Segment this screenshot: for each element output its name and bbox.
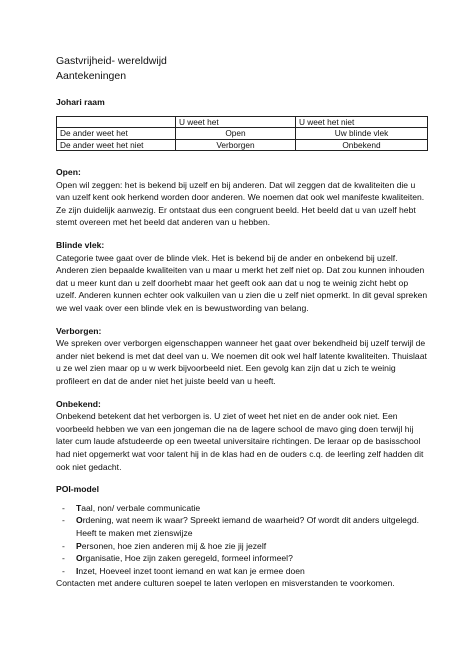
- table-header-cell: U weet het: [176, 116, 296, 128]
- list-item: [56, 502, 428, 515]
- list-item: [56, 514, 428, 539]
- johari-table: [56, 116, 428, 152]
- poi-list: [56, 502, 428, 578]
- table-cell: Onbekend: [296, 139, 428, 151]
- list-dash: -: [62, 540, 65, 551]
- list-item-text: nzet, Hoeveel inzet toont iemand en wat kan je ermee doen: [78, 565, 305, 576]
- document-subtitle: Aantekeningen: [56, 70, 127, 82]
- table-header-row: [57, 116, 428, 128]
- list-dash: -: [62, 515, 65, 526]
- section-heading-johari: Johari raam: [56, 97, 105, 107]
- section-paragraph: Onbekend betekent dat het verborgen is. U ziet of weet het niet en de ander ook niet. Een voorbeeld hebben we van een jongeman die na de lagere school de mavo ging doen terwijl hij later cum laude afstudeerde op een tweetal universitaire richtingen. De leraar op de basisschool had niet opgemerkt wat voor talent hij in de klas had en de ouders c.q. de leerling zelf hadden dit ook niet gedacht.: [56, 411, 424, 472]
- section-paragraph: Categorie twee gaat over de blinde vlek. Het is bekend bij de ander en onbekend bij uzelf. Anderen zien bepaalde kwaliteiten van u maar u merkt het zelf niet op. Dat zou kunnen inhouden dat u meer kunt dan u zelf doorhebt maar het geeft ook aan dat u nog te weinig zicht hebt op uzelf. Anderen kunnen echter ook valkuilen van u zien die u zelf niet opmerkt. In dit geval spreken we wel vaak over een blinde vlek en is bewustwording van belang.: [56, 252, 428, 314]
- section-verborgen: [56, 325, 428, 388]
- section-poi-model: [56, 483, 428, 590]
- list-item-text: ersonen, hoe zien anderen mij & hoe zie jij jezelf: [81, 540, 267, 551]
- list-item-letter: O: [76, 515, 83, 526]
- list-item: [56, 552, 428, 565]
- list-item: [56, 565, 428, 578]
- table-cell: Open: [176, 128, 296, 140]
- table-row-label: De ander weet het niet: [57, 139, 176, 151]
- list-dash: -: [62, 553, 65, 564]
- section-heading: POI-model: [56, 484, 99, 495]
- section-heading: Verborgen:: [56, 325, 102, 336]
- list-item-text: aal, non/ verbale communicatie: [81, 502, 201, 513]
- section-heading: Open:: [56, 167, 81, 178]
- section-blinde-vlek: [56, 239, 428, 315]
- section-onbekend: [56, 398, 428, 474]
- table-row-label: De ander weet het: [57, 128, 176, 140]
- document-title: Gastvrijheid- wereldwijd: [56, 55, 167, 67]
- list-item: [56, 540, 428, 553]
- list-dash: -: [62, 502, 65, 513]
- list-item-letter: O: [76, 553, 83, 564]
- list-item-letter: P: [76, 540, 82, 551]
- section-paragraph: We spreken over verborgen eigenschappen wanneer het gaat over bekendheid bij uzelf terwijl de ander niet bekend is met dat deel van u. We noemen dit ook wel half latente kwaliteiten. Thuislaat u ze wel zien maar op u w werk bijvoorbeeld niet. Een gevolg kan zijn dat u zich te weinig profileert en dat de ander niet het juiste beeld van u heeft.: [56, 338, 427, 386]
- table-cell: Uw blinde vlek: [296, 128, 428, 140]
- section-heading: Blinde vlek:: [56, 240, 105, 251]
- list-item-text: rganisatie, Hoe zijn zaken geregeld, formeel informeel?: [82, 553, 293, 564]
- list-item-text: rdening, wat neem ik waar? Spreekt iemand de waarheid? Of wordt dit anders uitgelegd. Heeft te maken met zienswijze: [76, 515, 419, 538]
- list-dash: -: [62, 565, 65, 576]
- section-heading: Onbekend:: [56, 398, 101, 409]
- table-row: [57, 139, 428, 151]
- table-header-cell: U weet het niet: [296, 116, 428, 128]
- list-item-letter: T: [76, 502, 82, 513]
- table-cell: Verborgen: [176, 139, 296, 151]
- document-content: [56, 54, 428, 590]
- table-header-cell: [57, 116, 176, 128]
- closing-sentence: Contacten met andere culturen soepel te laten verlopen en misverstanden te voorkomen.: [56, 578, 395, 589]
- list-item-letter: I: [76, 565, 79, 576]
- section-paragraph: Open wil zeggen: het is bekend bij uzelf en bij anderen. Dat wil zeggen dat de kwaliteiten die u van uzelf kent ook herkend worden door anderen. We noemen dat ook wel manifeste kwaliteiten. Ze zijn duidelijk aanwezig. Er ontstaat dus een congruent beeld. Het beeld dat u van uzelf hebt stemt overeen met het beeld dat anderen van u hebben.: [56, 179, 425, 228]
- section-open: [56, 166, 428, 229]
- table-row: [57, 128, 428, 140]
